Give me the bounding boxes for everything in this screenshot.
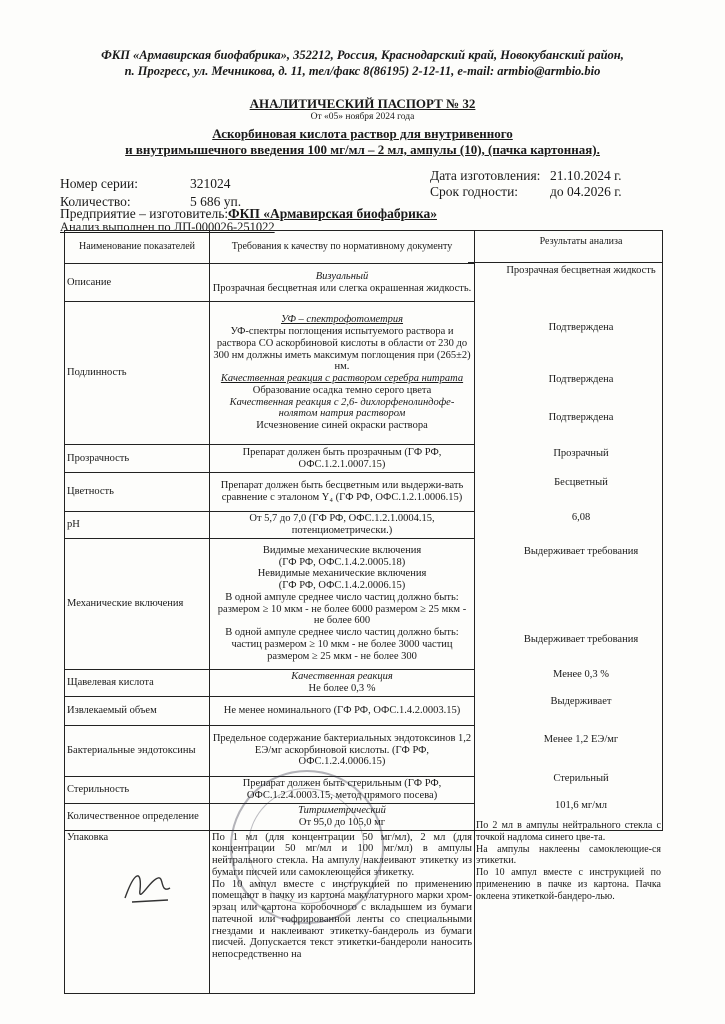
requirement: Невидимые механические включения bbox=[257, 568, 427, 580]
requirement: По 10 ампул вместе с инструкцией по применению помещают в пачку из картона макулатурного марки хром-эрзац или картона коробочного с вкладышем из бумаги патечной или гофрированной ленты со специальными гнездами и наклеивают этикетку-бандероль из бумаги писчей. Допускается текст этикетки-бандероли наносить непосредственно на bbox=[212, 878, 472, 960]
row-name-endotoxins: Бактериальные эндотоксины bbox=[65, 725, 210, 776]
row-name-sterility: Стерильность bbox=[65, 776, 210, 803]
requirement: Предельное содержание бактериальных эндотоксинов 1,2 ЕЭ/мг аскорбиновой кислоты. (ГФ РФ, ОФС.1.2.4.0006.15) bbox=[210, 725, 475, 776]
manufacturer-value: ФКП «Армавирская биофабрика» bbox=[228, 206, 437, 221]
row-name-volume: Извлекаемый объем bbox=[65, 696, 210, 725]
mfg-date-label: Дата изготовления: bbox=[430, 168, 541, 183]
table-row bbox=[65, 725, 475, 776]
method: Визуальный bbox=[315, 270, 369, 282]
row-name-transparency: Прозрачность bbox=[65, 445, 210, 473]
requirement: Не менее номинального (ГФ РФ, ОФС.1.4.2.0003.15) bbox=[210, 696, 475, 725]
table-row bbox=[65, 302, 475, 445]
row-name-assay: Количественное определение bbox=[65, 803, 210, 830]
row-name-description: Описание bbox=[65, 264, 210, 302]
result-packaging bbox=[476, 820, 661, 903]
method: Качественная реакция bbox=[291, 670, 393, 682]
result-description: Прозрачная бесцветная жидкость bbox=[506, 265, 656, 276]
result-endotoxins: Менее 1,2 ЕЭ/мг bbox=[543, 734, 619, 745]
result-assay: 101,6 мг/мл bbox=[554, 800, 607, 811]
header-requirements: Требования к качеству по нормативному документу bbox=[210, 231, 475, 264]
mfg-date-value: 21.10.2024 г. bbox=[550, 168, 622, 183]
result-identity-3: Подтверждена bbox=[548, 412, 614, 423]
result-ph: 6,08 bbox=[571, 512, 591, 523]
requirement: Видимые механические включения bbox=[262, 544, 422, 556]
requirement: Препарат должен быть бесцветным или выдержи-вать сравнение с эталоном Y₄ (ГФ РФ, ОФС.1.2.1.0006.15) bbox=[210, 473, 475, 512]
quantity-value: 5 686 уп. bbox=[190, 194, 242, 209]
table-row bbox=[65, 696, 475, 725]
result-mechanical-2: Выдерживает требования bbox=[523, 634, 639, 645]
requirement: Препарат должен быть стерильным (ГФ РФ, ОФС.1.2.4.0003.15, метод прямого посева) bbox=[210, 776, 475, 803]
header-line-1: ФКП «Армавирская биофабрика», 352212, Россия, Краснодарский край, Новокубанский район, bbox=[101, 48, 624, 62]
packaging-result-line: По 2 мл в ампулы нейтрального стекла с точкой надлома синего цве-та. bbox=[476, 820, 661, 843]
result-transparency: Прозрачный bbox=[553, 448, 609, 459]
signature bbox=[120, 860, 180, 910]
row-name-color: Цветность bbox=[65, 473, 210, 512]
result-identity-2: Подтверждена bbox=[548, 374, 614, 385]
expiry-value: до 04.2026 г. bbox=[550, 184, 622, 199]
row-name-mechanical: Механические включения bbox=[65, 538, 210, 669]
official-stamp-inner bbox=[248, 788, 364, 904]
requirement: В одной ампуле среднее число частиц должно быть: частиц размером ≥ 10 мкм - не более 3000 частиц размером ≥ 25 мкм - не более 300 bbox=[225, 627, 459, 662]
method: Качественная реакция с раствором серебра нитрата bbox=[220, 373, 464, 384]
quantity-label: Количество: bbox=[60, 194, 131, 209]
method: УФ – спектрофотометрия bbox=[280, 314, 404, 326]
result-sterility: Стерильный bbox=[553, 773, 609, 784]
requirement: По 1 мл (для концентрации 50 мг/мл), 2 мл (для концентрации 50 мг/мл и 100 мг/мл) в ампулы нейтрального стекла. На ампулу наклеивают этикетку из бумаги писчей или самоклеющейся этикетку. bbox=[212, 831, 472, 878]
result-oxalic: Менее 0,3 % bbox=[553, 669, 609, 680]
document-date: От «05» ноября 2024 года bbox=[310, 112, 415, 122]
packaging-result-line: По 10 ампул вместе с инструкцией по применению в пачке из картона. Пачка оклеена этикеткой-бандеро-лью. bbox=[476, 867, 661, 902]
requirement: Прозрачная бесцветная или слегка окрашенная жидкость. bbox=[212, 282, 472, 294]
table-row bbox=[65, 264, 475, 302]
requirement: (ГФ РФ, ОФС.1.4.2.0006.15) bbox=[278, 580, 406, 591]
table-row bbox=[65, 473, 475, 512]
product-name-line-1: Аскорбиновая кислота раствор для внутривенного bbox=[212, 126, 513, 141]
header-results: Результаты анализа bbox=[539, 236, 623, 247]
requirement: (ГФ РФ, ОФС.1.4.2.0005.18) bbox=[278, 556, 406, 568]
row-name-oxalic: Щавелевая кислота bbox=[65, 669, 210, 696]
requirement: Не более 0,3 % bbox=[308, 682, 376, 694]
result-color: Бесцветный bbox=[554, 477, 608, 488]
result-volume: Выдерживает bbox=[550, 696, 612, 707]
requirement: От 5,7 до 7,0 (ГФ РФ, ОФС.1.2.1.0004.15, потенциометрически.) bbox=[210, 512, 475, 539]
result-mechanical-1: Выдерживает требования bbox=[523, 546, 639, 557]
table-header-row bbox=[65, 231, 475, 264]
table-row bbox=[65, 538, 475, 669]
series-value: 321024 bbox=[190, 176, 231, 191]
table-row bbox=[65, 512, 475, 539]
row-name-packaging: Упаковка bbox=[65, 830, 210, 993]
table-row bbox=[65, 445, 475, 473]
requirement: Исчезновение синей окраски раствора bbox=[256, 420, 428, 431]
manufacturer-label: Предприятие – изготовитель: bbox=[60, 206, 229, 221]
header-indicator: Наименование показателей bbox=[65, 231, 210, 264]
results-divider bbox=[468, 262, 663, 263]
method: Титриметрический bbox=[298, 804, 386, 816]
analysis-basis: Анализ выполнен по ЛП-000026-251022 bbox=[60, 220, 275, 234]
table-row bbox=[65, 669, 475, 696]
document-title: АНАЛИТИЧЕСКИЙ ПАСПОРТ № 32 bbox=[249, 96, 476, 111]
requirement: УФ-спектры поглощения испытуемого раствора и раствора СО аскорбиновой кислоты в области от 230 до 300 нм должны иметь максимум поглощения при (265±2) нм. bbox=[213, 326, 471, 373]
packaging-result-line: На ампулы наклеены самоклеющие-ся этикетки. bbox=[476, 843, 661, 867]
row-name-ph: pH bbox=[65, 512, 210, 539]
product-name-line-2: и внутримышечного введения 100 мг/мл – 2 мл, ампулы (10), (пачка картонная). bbox=[125, 142, 600, 157]
result-identity-1: Подтверждена bbox=[548, 322, 614, 333]
header-line-2: п. Прогресс, ул. Мечникова, д. 11, тел/факс 8(86195) 2-12-11, e-mail: armbio@armbio.bio bbox=[124, 64, 601, 78]
requirement: От 95,0 до 105,0 мг bbox=[298, 816, 386, 828]
requirement: Образование осадка темно серого цвета bbox=[252, 384, 432, 396]
requirement: Препарат должен быть прозрачным (ГФ РФ, ОФС.1.2.1.0007.15) bbox=[210, 445, 475, 473]
row-name-identity: Подлинность bbox=[65, 302, 210, 445]
series-label: Номер серии: bbox=[60, 176, 139, 191]
requirement: В одной ампуле среднее число частиц должно быть: размером ≥ 10 мкм - не более 6000 размером ≥ 25 мкм - не более 600 bbox=[217, 591, 467, 627]
method: Качественная реакция с 2,6- дихлорфенолиндофе-нолятом натрия раствором bbox=[229, 396, 455, 420]
expiry-label: Срок годности: bbox=[430, 184, 519, 199]
